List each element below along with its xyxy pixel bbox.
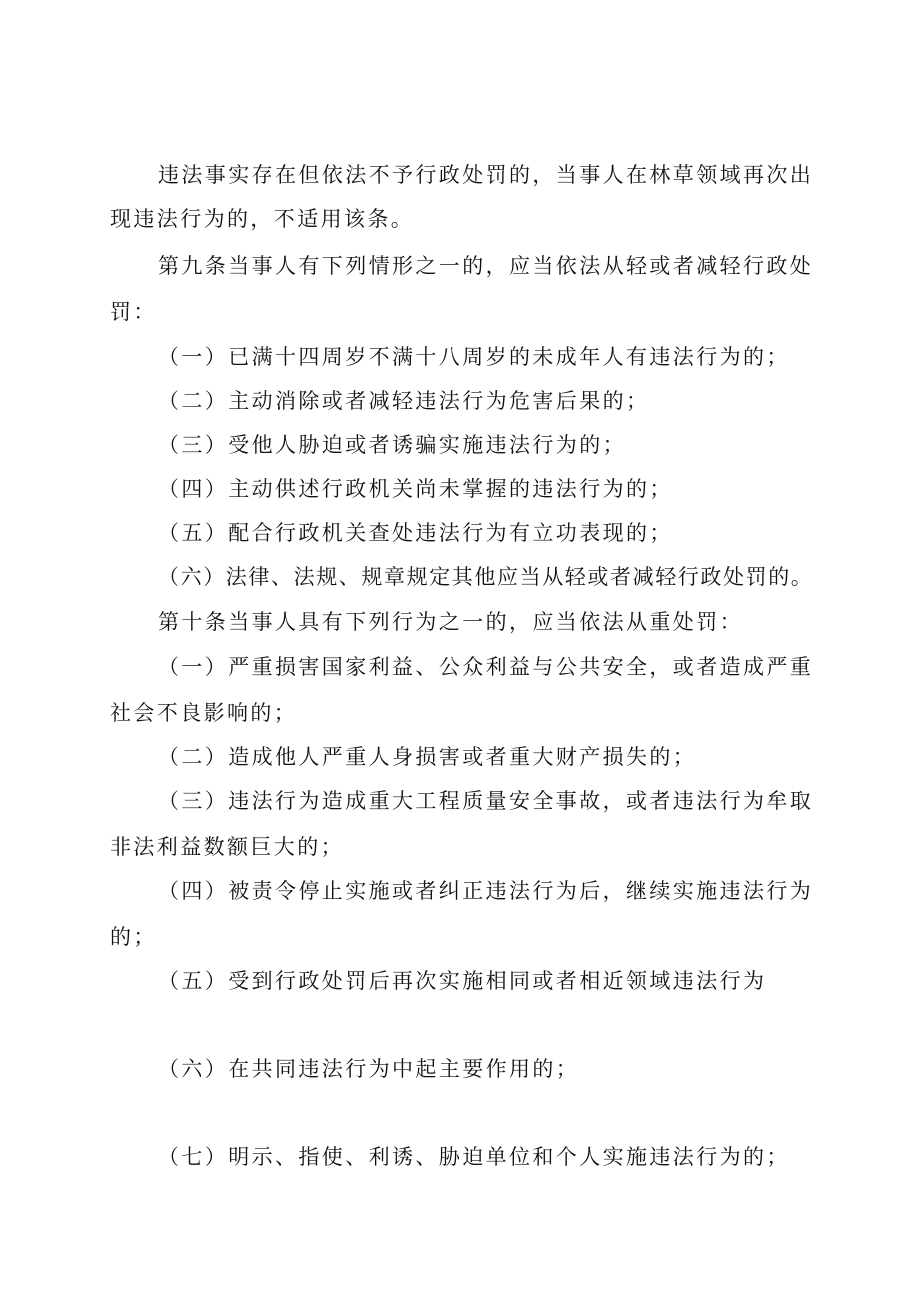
paragraph-line: 现违法行为的，不适用该条。	[110, 207, 415, 231]
list-item: （二）造成他人严重人身损害或者重大财产损失的；	[158, 745, 697, 769]
paragraph-line: 的；	[110, 925, 157, 949]
paragraph-line: 社会不良影响的；	[110, 701, 298, 725]
article-9-heading: 第九条当事人有下列情形之一的，应当依法从轻或者减轻行政处	[158, 254, 814, 278]
list-item: （五）受到行政处罚后再次实施相同或者相近领域违法行为	[158, 969, 767, 993]
list-item: （二）主动消除或者减轻违法行为危害后果的；	[158, 389, 650, 413]
list-item: （七）明示、指使、利诱、胁迫单位和个人实施违法行为的；	[158, 1145, 790, 1169]
list-item: （六）法律、法规、规章规定其他应当从轻或者减轻行政处罚的。	[158, 565, 814, 589]
paragraph-line: 非法利益数额巨大的；	[110, 835, 344, 859]
list-item: （三）违法行为造成重大工程质量安全事故，或者违法行为牟取	[158, 789, 814, 813]
list-item: （一）已满十四周岁不满十八周岁的未成年人有违法行为的；	[158, 345, 790, 369]
article-10-heading: 第十条当事人具有下列行为之一的，应当依法从重处罚：	[158, 610, 743, 634]
list-item: （五）配合行政机关查处违法行为有立功表现的；	[158, 521, 673, 545]
paragraph-line: 罚：	[110, 300, 157, 324]
list-item: （三）受他人胁迫或者诱骗实施违法行为的；	[158, 433, 626, 457]
paragraph-line: 违法事实存在但依法不予行政处罚的，当事人在林草领域再次出	[158, 163, 814, 187]
list-item: （四）被责令停止实施或者纠正违法行为后，继续实施违法行为	[158, 879, 814, 903]
list-item: （四）主动供述行政机关尚未掌握的违法行为的；	[158, 477, 673, 501]
list-item: （一）严重损害国家利益、公众利益与公共安全，或者造成严重	[158, 655, 814, 679]
list-item: （六）在共同违法行为中起主要作用的；	[158, 1057, 580, 1081]
